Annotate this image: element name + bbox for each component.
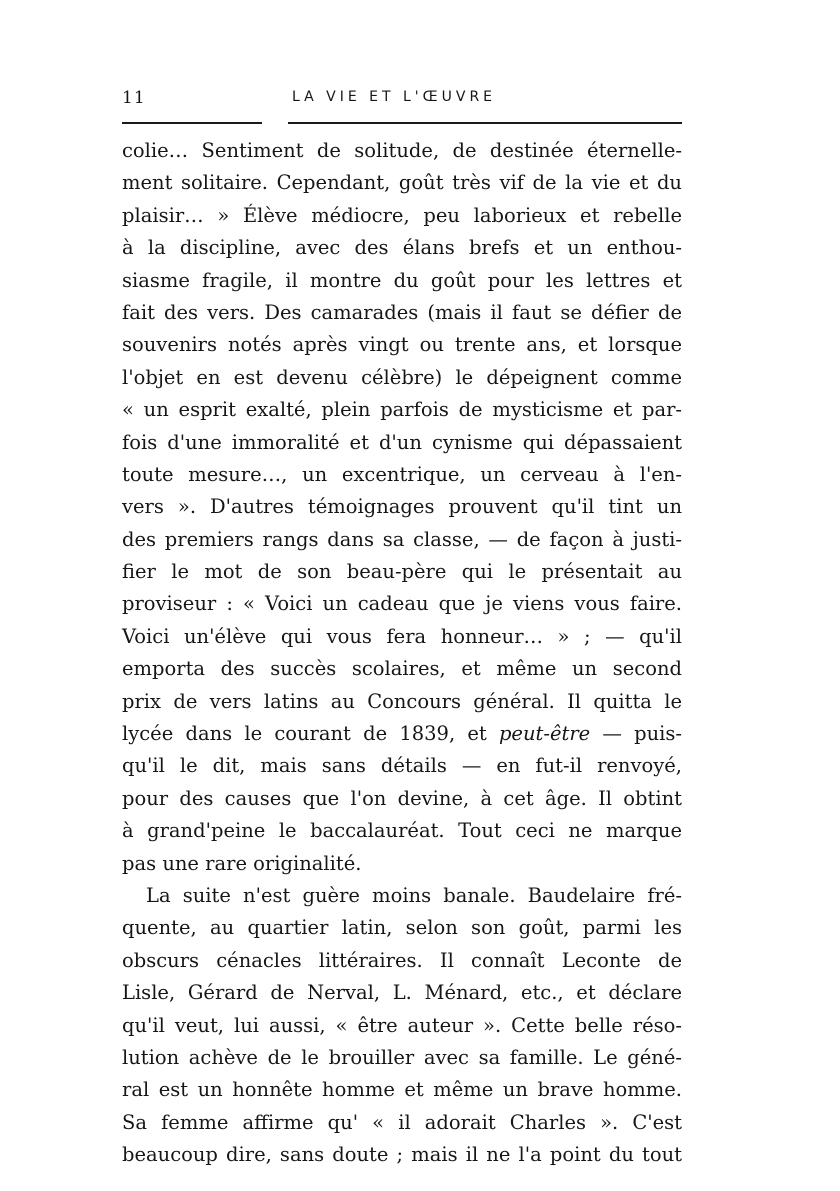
text-line: pas une rare originalité. [122,851,362,875]
text-line: proviseur : « Voici un cadeau que je viens vous faire. [122,592,682,616]
text-line: fois d'une immoralité et d'un cynisme qui dépassaient [122,430,682,454]
text-line: siasme fragile, il montre du goût pour les lettres et [122,268,682,292]
text-line: qu'il veut, lui aussi, « être auteur ». Cette belle réso- [122,1013,682,1037]
text-line: beaucoup dire, sans doute ; mais il ne l'a point du tout [122,1143,682,1167]
text-line-paragraph-start: La suite n'est guère moins banale. Baudelaire fré- [146,883,682,907]
header-rule-left [122,122,262,124]
header-rule-right [288,122,682,124]
text-line: Voici un'élève qui vous fera honneur… » ; — qu'il [122,624,682,648]
text-line: souvenirs notés après vingt ou trente ans, et lorsque [122,333,682,357]
text-line: pour des causes que l'on devine, à cet âge. Il obtint [122,786,682,810]
text-line: prix de vers latins au Concours général. Il quitta le [122,689,682,713]
italic-phrase: peut-être [498,722,591,746]
page-number: 11 [122,88,146,108]
text-line: l'objet en est devenu célèbre) le dépeignent comme [122,365,682,389]
text-line: Lisle, Gérard de Nerval, L. Ménard, etc., et déclare [122,981,682,1005]
text-line: toute mesure…, un excentrique, un cerveau à l'en- [122,462,682,486]
text-line: qu'il le dit, mais sans détails — en fut-il renvoyé, [122,754,682,778]
text-segment: lycée dans le courant de 1839, et [122,722,487,746]
text-line: « un esprit exalté, plein parfois de mysticisme et par- [122,398,682,422]
body-text [122,135,682,1172]
text-segment: — puis- [602,722,683,746]
text-line: vers ». D'autres témoignages prouvent qu'il tint un [122,495,682,519]
text-line-with-italic [122,718,682,750]
page-header [122,88,682,114]
text-line: des premiers rangs dans sa classe, — de façon à justi- [122,527,682,551]
text-line: à grand'peine le baccalauréat. Tout ceci ne marque [122,819,682,843]
running-head: LA VIE ET L'ŒUVRE [292,89,497,105]
text-line: emporta des succès scolaires, et même un second [122,657,682,681]
text-line: à la discipline, avec des élans brefs et un enthou- [122,236,682,260]
text-line: fier le mot de son beau-père qui le présentait au [122,560,682,584]
text-line: lution achève de le brouiller avec sa famille. Le géné- [122,1045,682,1069]
text-line: Sa femme affirme qu' « il adorait Charles ». C'est [122,1110,682,1134]
text-line: ment solitaire. Cependant, goût très vif de la vie et du [122,171,682,195]
text-line: obscurs cénacles littéraires. Il connaît Leconte de [122,948,682,972]
text-line: plaisir… » Élève médiocre, peu laborieux et rebelle [122,203,682,227]
text-line: quente, au quartier latin, selon son goût, parmi les [122,916,682,940]
text-line: ral est un honnête homme et même un brave homme. [122,1078,682,1102]
text-line: colie… Sentiment de solitude, de destinée éternelle- [122,139,682,162]
text-line: fait des vers. Des camarades (mais il faut se défier de [122,300,682,324]
